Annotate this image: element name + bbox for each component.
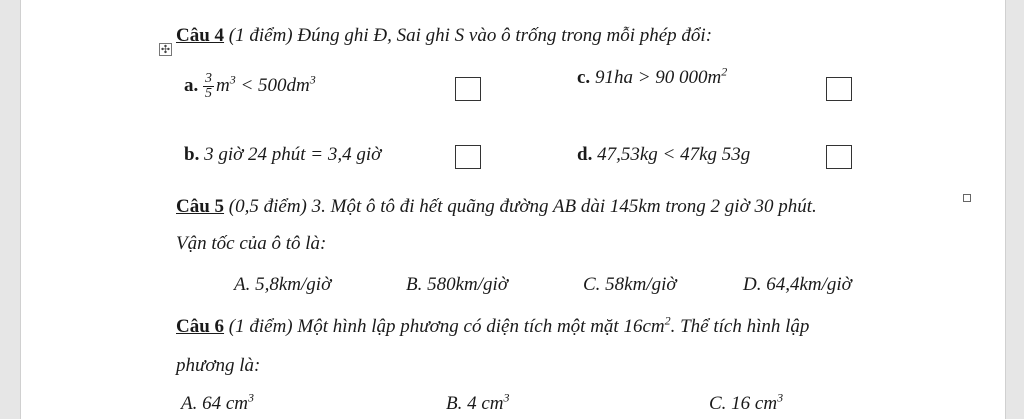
question-6-text-pre: Một hình lập phương có diện tích một mặt 16cm	[297, 316, 665, 337]
fraction-denominator: 5	[205, 86, 212, 102]
q6-option-c[interactable]	[709, 392, 783, 416]
item-b-letter: b.	[184, 144, 200, 165]
q5-option-d[interactable]: D. 64,4km/giờ	[743, 274, 852, 295]
question-6-points: (1 điểm)	[224, 316, 298, 337]
item-c	[577, 66, 727, 90]
q6-option-a-exp: 3	[248, 390, 255, 405]
answer-box-d[interactable]	[826, 145, 852, 169]
item-c-exp: 2	[721, 64, 728, 79]
item-a-letter: a.	[184, 75, 199, 96]
q5-option-a[interactable]: A. 5,8km/giờ	[234, 274, 332, 295]
fraction-numerator: 3	[205, 71, 212, 87]
item-b-text: 3 giờ 24 phút = 3,4 giờ	[199, 144, 382, 165]
question-4-points: (1 điểm)	[224, 25, 298, 46]
fraction	[203, 72, 214, 101]
item-b	[184, 143, 381, 167]
question-4-heading	[176, 24, 712, 48]
question-6-line2: phương là:	[176, 355, 261, 376]
item-a-exp2: 3	[309, 72, 316, 87]
question-6-text-post: . Thể tích hình lập	[670, 316, 810, 337]
document-page	[20, 0, 1006, 419]
item-c-text: 91ha > 90 000m	[590, 67, 722, 88]
item-a-exp1: 3	[229, 72, 236, 87]
question-5-points: (0,5 điểm)	[224, 196, 307, 217]
question-5-text: 3. Một ô tô đi hết quãng đường AB dài 145km trong 2 giờ 30 phút.	[306, 196, 817, 217]
q6-option-c-exp: 3	[777, 390, 784, 405]
q6-option-b-exp: 3	[503, 390, 510, 405]
question-5-label: Câu 5	[176, 196, 225, 217]
question-4-text: Đúng ghi Đ, Sai ghi S vào ô trống trong mỗi phép đổi:	[297, 25, 713, 46]
q5-option-b[interactable]: B. 580km/giờ	[406, 274, 508, 295]
question-5-heading	[176, 195, 817, 219]
answer-box-c[interactable]	[826, 77, 852, 101]
q6-option-c-text: C. 16 cm	[709, 393, 778, 414]
item-c-letter: c.	[577, 67, 591, 88]
q5-option-c[interactable]: C. 58km/giờ	[583, 274, 677, 295]
item-d-text: 47,53kg < 47kg 53g	[592, 144, 751, 165]
question-6-text-exp: 2	[664, 313, 671, 328]
answer-box-b[interactable]	[455, 145, 481, 169]
question-4-label: Câu 4	[176, 25, 225, 46]
item-a	[184, 66, 316, 106]
paragraph-mark	[963, 194, 971, 202]
question-6-label: Câu 6	[176, 316, 225, 337]
item-a-unit: m	[216, 75, 230, 96]
question-5-line2: Vận tốc của ô tô là:	[176, 233, 327, 254]
q6-option-b-text: B. 4 cm	[446, 393, 504, 414]
q6-option-a[interactable]	[181, 392, 254, 416]
answer-box-a[interactable]	[455, 77, 481, 101]
question-6-heading	[176, 315, 809, 339]
q6-option-b[interactable]	[446, 392, 510, 416]
item-d-letter: d.	[577, 144, 593, 165]
q6-option-a-text: A. 64 cm	[181, 393, 249, 414]
move-icon[interactable]: ✣	[160, 43, 171, 56]
item-a-relation: < 500dm	[235, 75, 310, 96]
item-d	[577, 143, 750, 167]
